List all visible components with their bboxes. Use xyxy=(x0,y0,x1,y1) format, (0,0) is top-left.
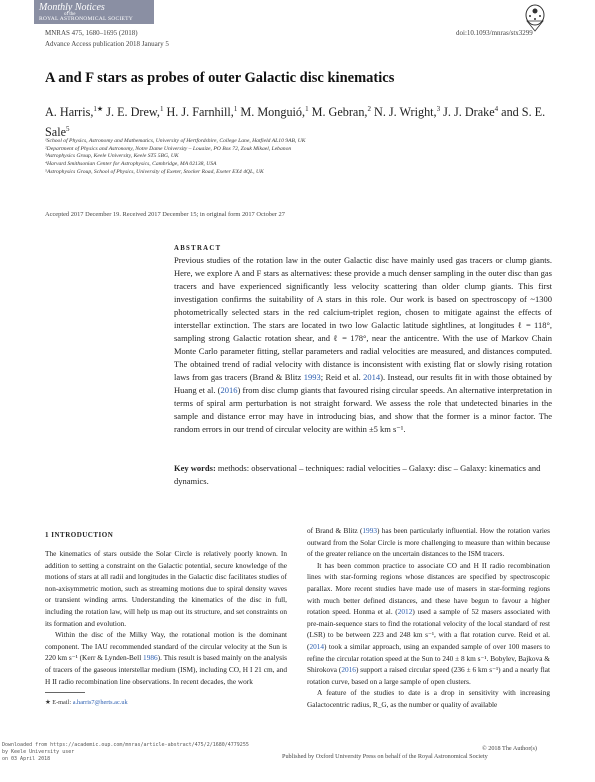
author-affil-mark: 2 xyxy=(367,105,371,113)
author-list xyxy=(45,101,565,141)
footnote-divider xyxy=(45,692,85,693)
author-affil-mark: 1 xyxy=(305,105,309,113)
access-date: Advance Access publication 2018 January 5 xyxy=(45,40,169,48)
ref-link[interactable]: 1993 xyxy=(303,372,321,382)
author-name: J. J. Drake xyxy=(443,105,495,120)
logo-of: of the xyxy=(64,12,76,17)
author-name: H. J. Farnhill, xyxy=(166,105,234,120)
author-affil-mark: 1 xyxy=(233,105,238,113)
author-affil-mark: 5 xyxy=(65,125,70,134)
copyright: © 2018 The Author(s) xyxy=(482,745,537,752)
keywords-text: methods: observational – techniques: radial velocities – Galaxy: disc – Galaxy: kinematics and dynamics. xyxy=(174,463,541,486)
citation: MNRAS 475, 1680–1695 (2018) xyxy=(45,29,138,37)
affiliation: ⁵Astrophysics Group, School of Physics, University of Exeter, Stocker Road, Exeter EX4 4QL, UK xyxy=(45,168,264,175)
keywords xyxy=(174,462,552,488)
logo-title: Monthly Notices xyxy=(39,2,105,13)
abstract-heading: ABSTRACT xyxy=(174,245,222,252)
left-column xyxy=(45,548,287,687)
affiliation: ⁴Harvard Smithsonian Center for Astrophysics, Cambridge, MA 02138, USA xyxy=(45,161,217,168)
publisher-line: Published by Oxford University Press on behalf of the Royal Astronomical Society xyxy=(282,753,488,760)
logo-society: ROYAL ASTRONOMICAL SOCIETY xyxy=(39,16,133,22)
footnote-email: ★ E-mail: a.harris7@herts.ac.uk xyxy=(45,699,128,706)
right-column xyxy=(307,525,550,711)
doi[interactable]: doi:10.1093/mnras/stx3299 xyxy=(456,29,533,37)
author-name: N. J. Wright, xyxy=(374,105,437,120)
ref-link[interactable]: 2016 xyxy=(220,385,238,395)
paragraph: of Brand & Blitz (1993) has been particularly influential. How the rotation varies outward from the Solar Circle is more challenging to measure than within because of the greater reliance on the uncertain distances to the ISM tracers. xyxy=(307,526,550,559)
author-name: A. Harris, xyxy=(45,105,94,120)
ref-link[interactable]: 2014 xyxy=(363,372,381,382)
paragraph: It has been common practice to associate CO and H II radio recombination lines with star-forming regions whose distances are specified by spectroscopic parallax. More recent studies have made use of masers in star-forming regions with much better defined distances, and these have begun to favour a higher rotation speed. Honma et al. (2012) used a sample of 52 masers associated with pre-main-sequence stars to find the rotational velocity of the local standard of rest (LSR) to be between 223 and 248 km s⁻¹, with a flat rotation curve. Reid et al. (2014) took a similar approach, using an expanded sample of over 100 masers to refine the circular rotation speed at the Sun to 240 ± 8 km s⁻¹. Bobylev, Bajkova & Shirokova (2016) support a raised circular speed (236 ± 6 km s⁻¹) and a nearly flat rotation curve, based on a large sample of open clusters. xyxy=(307,560,550,686)
author-name: M. Gebran, xyxy=(311,105,368,120)
ref-link[interactable]: 2014 xyxy=(309,641,325,651)
download-watermark: Downloaded from https://academic.oup.com/mnras/article-abstract/475/2/1680/4779255 by Keele University user on 03 April 2018 xyxy=(2,742,249,762)
paragraph: A feature of the studies to date is a drop in sensitivity with increasing Galactocentric radius, R_G, as the number or quality of available xyxy=(307,688,550,709)
journal-logo xyxy=(34,0,154,24)
keywords-label: Key words: xyxy=(174,463,216,473)
author-affil-mark: 3 xyxy=(436,105,441,113)
paragraph: The kinematics of stars outside the Solar Circle is relatively poorly known. In addition to setting a constraint on the Galactic potential, secure knowledge of the motions of stars at all radii and longitudes in the Galactic disc facilitates studies of non-axisymmetric motion, such as streaming motions due to spiral density waves or transient winding arms. Understanding the kinematics of the disc in full, including the rotation law, will help us map out its structure, and set constraints on its formation and evolution. xyxy=(45,549,287,628)
affiliation: ³Astrophysics Group, Keele University, Keele ST5 5BG, UK xyxy=(45,153,179,160)
author-name: M. Monguió, xyxy=(240,105,306,120)
ref-link[interactable]: 1993 xyxy=(362,526,377,535)
affiliation: ²Department of Physics and Astronomy, Notre Dame University – Louaize, PO Box 72, Zouk Mikael, Lebanon xyxy=(45,145,292,152)
received-accepted-dates: Accepted 2017 December 19. Received 2017 December 15; in original form 2017 October 27 xyxy=(45,211,285,218)
abstract-text: Previous studies of the rotation law in the outer Galactic disc have mainly used gas tracers or clump giants. Here, we explore A and F stars as alternatives: these provide a much denser sampling in the outer disc than gas tracers and have experienced significantly less velocity scattering than older clump giants. This first investigation confirms the suitability of A stars in this role. Our work is based on spectroscopy of ~1300 photometrically selected stars in the red calcium-triplet region, chosen to mitigate against the effects of interstellar extinction. The stars are located in two low Galactic latitude sightlines, at longitudes ℓ = 118°, sampling strong Galactic rotation shear, and ℓ = 178°, near the anticentre. With the use of Markov Chain Monte Carlo parameter fitting, stellar parameters and radial velocities are measured, and distances computed. The obtained trend of radial velocity with distance is inconsistent with existing flat or slowly rising rotation laws from gas tracers (Brand & Blitz 1993; Reid et al. 2014). Instead, our results fit in with those obtained by Huang et al. (2016) from disc clump giants that favoured rising circular speeds. An alternative interpretation in terms of spiral arm perturbation is not straight forward. We assess the role that undetected binaries in the sample and distance error may have in introducing bias, and show that the former is a minor factor. The random errors in our trend of circular velocity are within ±5 km s⁻¹. xyxy=(174,255,552,434)
author-name: and S. E. Sale xyxy=(45,105,546,140)
section-heading: 1 INTRODUCTION xyxy=(45,531,114,539)
paper-title: A and F stars as probes of outer Galactic disc kinematics xyxy=(45,70,395,86)
author-affil-mark: 1★ xyxy=(93,105,104,113)
affiliation-list xyxy=(45,138,305,177)
ref-link[interactable]: 2016 xyxy=(341,665,356,675)
author-name: J. E. Drew, xyxy=(106,105,160,120)
author-affil-mark: 4 xyxy=(494,105,499,113)
email-link[interactable]: a.harris7@herts.ac.uk xyxy=(72,699,128,706)
affiliation: ¹School of Physics, Astronomy and Mathematics, University of Hertfordshire, College Lane, Hatfield AL10 9AB, UK xyxy=(45,138,306,144)
ref-link[interactable]: 2012 xyxy=(397,607,413,617)
paragraph: Within the disc of the Milky Way, the rotational motion is the dominant component. The IAU recommended standard of the circular velocity at the Sun is 220 km s⁻¹ (Kerr & Lynden-Bell 1986). This result is based mainly on the analysis of tracers of the gaseous interstellar medium (ISM), including CO, H I 21 cm, and H II radio recombination line observations. In recent decades, the work xyxy=(45,630,288,686)
ref-link[interactable]: 1986 xyxy=(143,653,158,663)
author-affil-mark: 1 xyxy=(159,105,164,113)
